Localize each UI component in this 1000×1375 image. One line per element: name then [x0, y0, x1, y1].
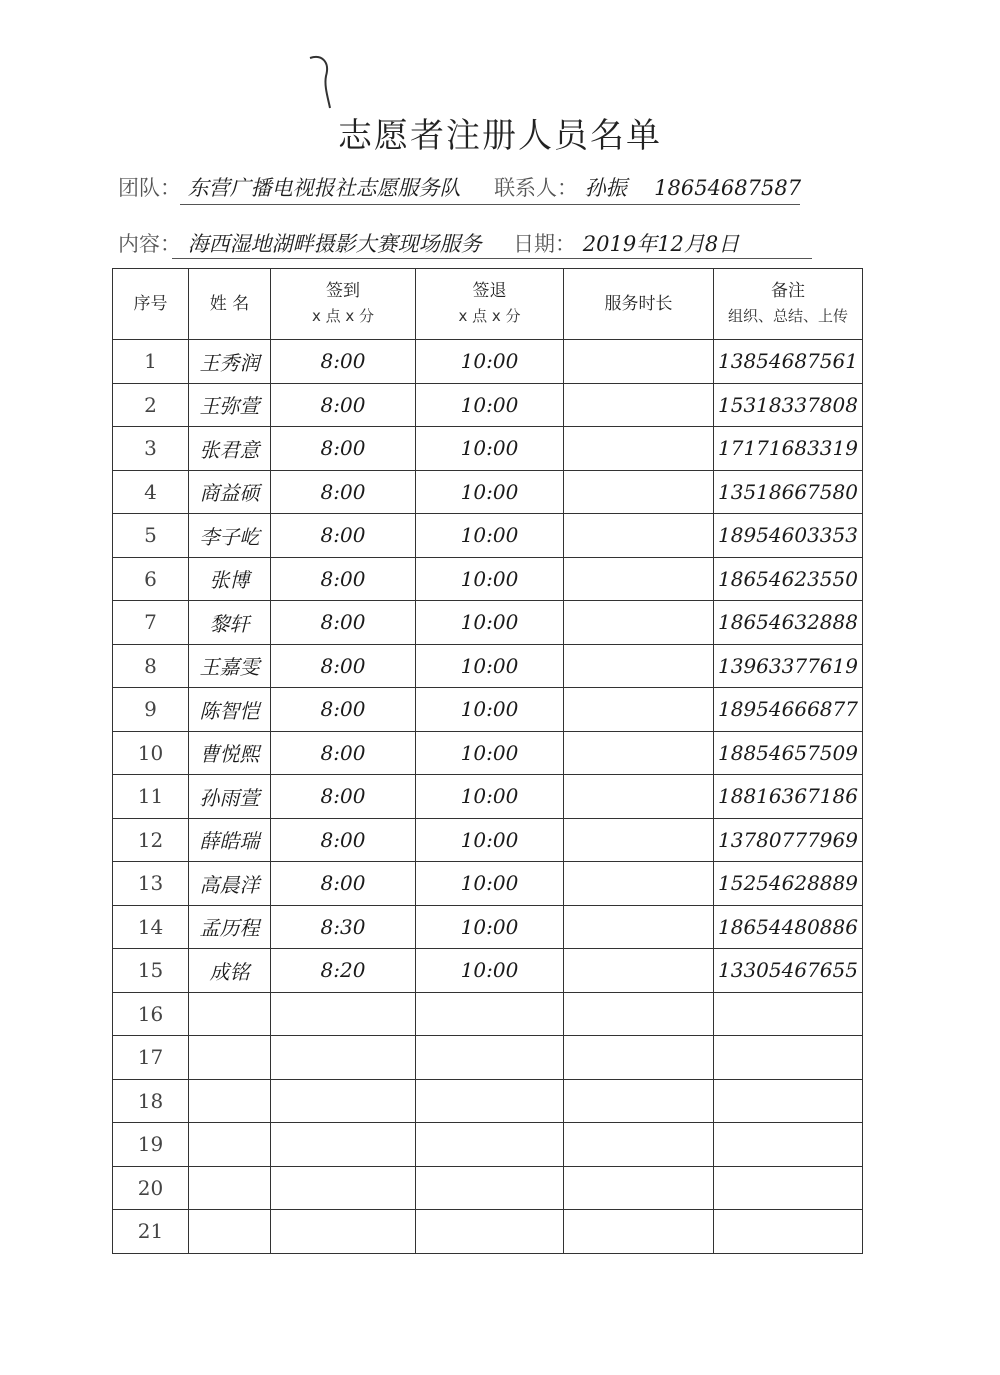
row-remark: 18654480886: [714, 905, 863, 949]
row-hours: [564, 775, 714, 819]
table-row: [113, 1166, 863, 1210]
row-index: 12: [113, 818, 189, 862]
row-sign-in: 8:00: [271, 688, 416, 732]
row-remark: 18854657509: [714, 731, 863, 775]
row-sign-out: 10:00: [416, 644, 564, 688]
row-name: 王弥萱: [189, 383, 271, 427]
row-sign-out: 10:00: [416, 818, 564, 862]
content-line: [118, 228, 739, 258]
row-name: 陈智恺: [189, 688, 271, 732]
row-remark: 13518667580: [714, 470, 863, 514]
row-sign-in: 8:00: [271, 818, 416, 862]
row-index: 6: [113, 557, 189, 601]
row-hours: [564, 470, 714, 514]
row-name: [189, 1079, 271, 1123]
col-sign-in-sub: x 点 x 分: [311, 307, 375, 325]
row-sign-out: 10:00: [416, 775, 564, 819]
table-row: [113, 688, 863, 732]
row-hours: [564, 340, 714, 384]
col-sign-out-sub: x 点 x 分: [458, 307, 521, 325]
col-remarks-sub: 组织、总结、上传: [727, 307, 848, 325]
pen-stroke-mark: [300, 52, 340, 112]
row-sign-out: 10:00: [416, 470, 564, 514]
col-remarks: [714, 269, 863, 340]
col-sign-out-label: 签退: [472, 281, 507, 301]
row-sign-in: [271, 1079, 416, 1123]
table-row: [113, 905, 863, 949]
table-row: [113, 992, 863, 1036]
table-row: [113, 862, 863, 906]
row-sign-in: [271, 1210, 416, 1254]
row-sign-in: 8:00: [271, 383, 416, 427]
row-sign-out: 10:00: [416, 949, 564, 993]
row-index: 15: [113, 949, 189, 993]
row-index: 7: [113, 601, 189, 645]
row-index: 11: [113, 775, 189, 819]
table-row: [113, 818, 863, 862]
row-sign-out: 10:00: [416, 427, 564, 471]
row-hours: [564, 427, 714, 471]
row-index: 19: [113, 1123, 189, 1167]
row-name: [189, 1036, 271, 1080]
table-body: [113, 340, 863, 1254]
row-sign-out: [416, 1079, 564, 1123]
row-index: 8: [113, 644, 189, 688]
row-remark: 17171683319: [714, 427, 863, 471]
row-sign-in: 8:00: [271, 601, 416, 645]
row-name: 商益硕: [189, 470, 271, 514]
row-index: 21: [113, 1210, 189, 1254]
row-name: [189, 1210, 271, 1254]
row-hours: [564, 992, 714, 1036]
col-name: 姓 名: [189, 269, 271, 340]
contact-phone: 18654687587: [654, 176, 802, 200]
row-remark: 18954603353: [714, 514, 863, 558]
table-row: [113, 557, 863, 601]
row-remark: [714, 1123, 863, 1167]
row-hours: [564, 1210, 714, 1254]
row-sign-out: 10:00: [416, 731, 564, 775]
row-sign-out: 10:00: [416, 557, 564, 601]
row-sign-out: 10:00: [416, 688, 564, 732]
row-name: [189, 992, 271, 1036]
table-row: [113, 644, 863, 688]
row-name: 孙雨萱: [189, 775, 271, 819]
row-remark: 15318337808: [714, 383, 863, 427]
table-row: [113, 601, 863, 645]
row-sign-out: [416, 1166, 564, 1210]
row-sign-in: [271, 992, 416, 1036]
row-hours: [564, 688, 714, 732]
team-line: [118, 172, 801, 202]
page-title: 志愿者注册人员名单: [338, 116, 662, 156]
row-sign-in: [271, 1036, 416, 1080]
row-sign-in: 8:30: [271, 905, 416, 949]
table-row: [113, 427, 863, 471]
row-name: 李子屹: [189, 514, 271, 558]
row-sign-in: 8:00: [271, 775, 416, 819]
row-remark: [714, 1210, 863, 1254]
row-remark: 15254628889: [714, 862, 863, 906]
row-remark: [714, 992, 863, 1036]
row-remark: 13963377619: [714, 644, 863, 688]
table-header-row: [113, 269, 863, 340]
row-index: 9: [113, 688, 189, 732]
content-label: 内容：: [118, 232, 181, 256]
row-sign-out: 10:00: [416, 905, 564, 949]
col-remarks-label: 备注: [771, 281, 805, 301]
row-sign-out: 10:00: [416, 862, 564, 906]
row-name: 王秀润: [189, 340, 271, 384]
row-index: 2: [113, 383, 189, 427]
table-row: [113, 383, 863, 427]
row-index: 4: [113, 470, 189, 514]
table-row: [113, 731, 863, 775]
row-hours: [564, 514, 714, 558]
row-name: [189, 1123, 271, 1167]
row-hours: [564, 818, 714, 862]
row-sign-in: 8:00: [271, 862, 416, 906]
row-index: 10: [113, 731, 189, 775]
table-row: [113, 1036, 863, 1080]
row-hours: [564, 601, 714, 645]
row-sign-out: [416, 1036, 564, 1080]
table-row: [113, 1123, 863, 1167]
table-row: [113, 949, 863, 993]
table-row: [113, 1079, 863, 1123]
row-sign-out: 10:00: [416, 383, 564, 427]
row-index: 14: [113, 905, 189, 949]
row-sign-in: 8:00: [271, 514, 416, 558]
row-name: 孟历程: [189, 905, 271, 949]
row-index: 17: [113, 1036, 189, 1080]
row-hours: [564, 731, 714, 775]
date-value: 2019年12月8日: [582, 232, 740, 256]
row-hours: [564, 949, 714, 993]
row-sign-out: 10:00: [416, 340, 564, 384]
col-sign-in: [271, 269, 416, 340]
row-remark: 18954666877: [714, 688, 863, 732]
row-remark: 13305467655: [714, 949, 863, 993]
row-sign-in: 8:00: [271, 427, 416, 471]
row-hours: [564, 383, 714, 427]
row-name: 黎轩: [189, 601, 271, 645]
row-remark: 18816367186: [714, 775, 863, 819]
row-name: [189, 1166, 271, 1210]
row-hours: [564, 644, 714, 688]
row-name: 高晨洋: [189, 862, 271, 906]
content-value: 海西湿地湖畔摄影大赛现场服务: [187, 232, 482, 256]
row-sign-out: 10:00: [416, 601, 564, 645]
row-hours: [564, 905, 714, 949]
row-sign-in: 8:20: [271, 949, 416, 993]
row-sign-out: [416, 992, 564, 1036]
row-hours: [564, 1166, 714, 1210]
row-index: 1: [113, 340, 189, 384]
row-hours: [564, 1079, 714, 1123]
contact-label: 联系人：: [494, 176, 579, 200]
team-value: 东营广播电视报社志愿服务队: [187, 176, 461, 200]
row-hours: [564, 1036, 714, 1080]
col-hours: 服务时长: [564, 269, 714, 340]
row-sign-out: [416, 1210, 564, 1254]
row-name: 薛皓瑞: [189, 818, 271, 862]
row-sign-in: [271, 1166, 416, 1210]
row-name: 王嘉雯: [189, 644, 271, 688]
col-index: 序号: [113, 269, 189, 340]
table-row: [113, 470, 863, 514]
row-sign-out: 10:00: [416, 514, 564, 558]
row-remark: 13854687561: [714, 340, 863, 384]
col-sign-in-label: 签到: [326, 281, 360, 301]
row-name: 曹悦熙: [189, 731, 271, 775]
row-remark: 18654632888: [714, 601, 863, 645]
row-hours: [564, 862, 714, 906]
row-index: 13: [113, 862, 189, 906]
row-name: 张君意: [189, 427, 271, 471]
row-index: 20: [113, 1166, 189, 1210]
row-sign-in: [271, 1123, 416, 1167]
team-underline: [180, 204, 800, 205]
row-sign-out: [416, 1123, 564, 1167]
row-sign-in: 8:00: [271, 644, 416, 688]
row-remark: [714, 1166, 863, 1210]
row-sign-in: 8:00: [271, 340, 416, 384]
table-row: [113, 1210, 863, 1254]
col-sign-out: [416, 269, 564, 340]
date-label: 日期：: [513, 232, 577, 256]
row-sign-in: 8:00: [271, 731, 416, 775]
row-name: 张博: [189, 557, 271, 601]
table-row: [113, 340, 863, 384]
table-row: [113, 514, 863, 558]
row-remark: [714, 1079, 863, 1123]
row-hours: [564, 557, 714, 601]
contact-name: 孙振: [584, 176, 627, 200]
content-underline: [172, 258, 812, 259]
row-hours: [564, 1123, 714, 1167]
row-sign-in: 8:00: [271, 470, 416, 514]
row-index: 16: [113, 992, 189, 1036]
row-remark: [714, 1036, 863, 1080]
row-remark: 13780777969: [714, 818, 863, 862]
row-index: 5: [113, 514, 189, 558]
row-remark: 18654623550: [714, 557, 863, 601]
row-sign-in: 8:00: [271, 557, 416, 601]
row-index: 18: [113, 1079, 189, 1123]
row-name: 成铭: [189, 949, 271, 993]
team-label: 团队：: [118, 176, 181, 200]
row-index: 3: [113, 427, 189, 471]
table-row: [113, 775, 863, 819]
volunteer-table: [112, 268, 863, 1254]
